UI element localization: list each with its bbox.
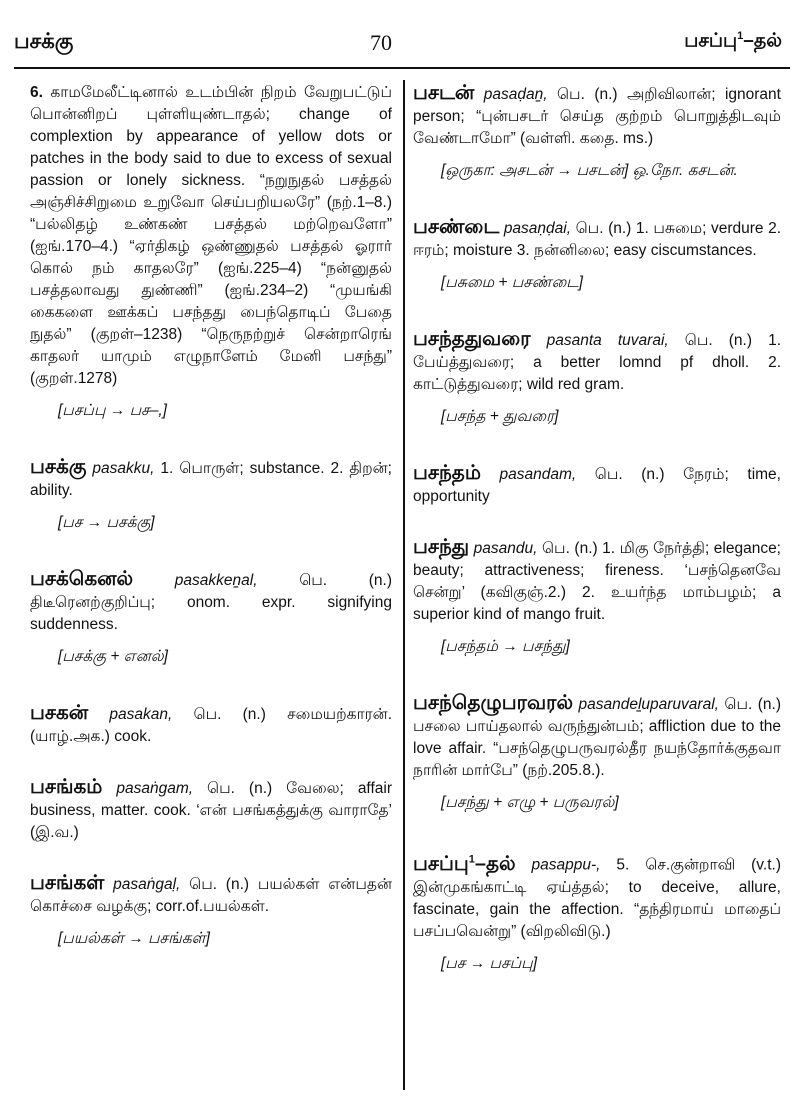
definition: பெ. (n.) பயல்கள் என்பதன் கொச்சை வழக்கு; corr.of.பயல்கள்.	[30, 876, 392, 915]
dictionary-entry	[413, 328, 781, 428]
definition: பெ. (n.) பசலை பாய்தலால் வருந்துன்பம்; affliction due to the love affair. “பசந்தெழுபருவரல்தீர நயந்தோர்க்குதவா நாரின் மார்பே” (நற்.205.8.).	[413, 696, 781, 779]
definition: பெ. (n.) சமையற்காரன். (யாழ்.அக.) cook.	[30, 706, 393, 745]
definition: 1. பொருள்; substance. 2. திறன்; ability.	[30, 460, 392, 499]
transliteration: pasaṅgaḷ,	[113, 876, 181, 893]
etymology: [பசப்பு → பச–,]	[58, 402, 167, 419]
transliteration: pasanta tuvarai,	[546, 332, 669, 349]
headword: பசந்தம்	[413, 462, 481, 484]
etymology: [பசக்கு + எனல்]	[58, 648, 168, 665]
transliteration: pasandu,	[473, 540, 538, 557]
sense-6-text: காமமேலீட்டினால் உடம்பின் நிறம் வேறுபட்டுப் பொன்னிறப் புள்ளியுண்டாதல்; change of complextion by appearance of yellow dots or patches in the body said to due to excess of sexual passion or lonely sickness. “நறுநுதல் பசத்தல் அஞ்சிச்சிறுமை உறுவோ செய்பறியலரே” (நற்.1–8.) “பல்லிதழ் உண்கண் பசத்தல் மற்றெவளோ” (ஐங்.170–4.) “ஏர்திகழ் ஒண்ணுதல் பசத்தல் ஓரார் கொல் நம் காதலரே” (ஐங்.225–4) “நன்னுதல் பசத்தலாவது துண்ணி” (ஐங்.234–2) “முயங்கி கைகளை ஊக்கப் பசந்தது பைந்தொடிப் பேதை நுதல்” (குறள்–1238) “நெருநற்றுச் சென்றாரெங் காதலர் யாமும் எழுநாளேம் மேனி பசந்து” (குறள்.1278)	[30, 84, 392, 387]
etymology: [ஒருகா: அசடன் → பசடன்] ஒ.நோ. கசடன்.	[441, 162, 738, 179]
transliteration: pasakan,	[109, 706, 173, 723]
headword: பசந்து	[413, 536, 470, 558]
headword: பசந்ததுவரை	[413, 328, 531, 350]
headword: பசகன்	[30, 702, 89, 724]
header-rule	[14, 67, 790, 69]
headword: பசக்கெனல்	[30, 568, 134, 590]
dictionary-entry	[413, 536, 781, 658]
transliteration: pasaḍaṉ,	[483, 86, 548, 103]
etymology: [பசுமை + பசண்டை]	[441, 274, 583, 291]
headword: பசப்பு$^1$–தல்	[413, 852, 516, 875]
dictionary-entry	[413, 82, 781, 182]
transliteration: pasaṇḍai,	[503, 220, 572, 237]
dictionary-entry	[30, 456, 392, 534]
headword: பசந்தெழுபரவரல்	[413, 692, 574, 714]
headword: பசங்கம்	[30, 776, 103, 798]
header-right-guide-word: பசப்பு$^1$–தல்	[684, 30, 782, 52]
dictionary-entry	[30, 568, 392, 668]
sense-6-continuation: 6. காமமேலீட்டினால் உடம்பின் நிறம் வேறுபட்டுப் பொன்னிறப் புள்ளியுண்டாதல்; change of complextion by appearance of yellow dots or patches in the body said to due to excess of sexual passion or lonely sickness. “நறுநுதல் பசத்தல் அஞ்சிச்சிறுமை உறுவோ செய்பறியலரே” (நற்.1–8.) “பல்லிதழ் உண்கண் பசத்தல் மற்றெவளோ” (ஐங்.170–4.) “ஏர்திகழ் ஒண்ணுதல் பசத்தல் ஓரார் கொல் நம் காதலரே” (ஐங்.225–4) “நன்னுதல் பசத்தலாவது துண்ணி” (ஐங்.234–2) “முயங்கி கைகளை ஊக்கப் பசந்தது பைந்தொடிப் பேதை நுதல்” (குறள்–1238) “நெருநற்றுச் சென்றாரெங் காதலர் யாமும் எழுநாளேம் மேனி பசந்து” (குறள்.1278) [பசப்பு → பச–,]	[30, 82, 392, 422]
etymology: [பயல்கள் → பசங்கள்]	[58, 930, 210, 947]
etymology: [பசந்த + துவரை]	[441, 408, 559, 425]
transliteration: pasakku,	[92, 460, 155, 477]
etymology: [பச → பசப்பு]	[441, 954, 538, 972]
headword: பசங்கள்	[30, 872, 105, 894]
etymology: [பச → பசக்கு]	[58, 514, 155, 531]
transliteration: pasakkeṉal,	[174, 572, 258, 589]
dictionary-entry	[30, 776, 392, 844]
definition: 5. செ.குன்றாவி (v.t.) இன்முகங்காட்டி ஏய்த்தல்; to deceive, allure, fascinate, gain the affection. “தந்திரமாய் மாதைப் பசப்பவென்று” (விறலிவிடு.)	[413, 856, 781, 940]
etymology: [பசந்து + எழு + பருவரல்]	[441, 794, 619, 811]
header-left-guide-word: பசக்கு	[14, 30, 74, 53]
dictionary-entry	[413, 216, 781, 294]
definition: பெ. (n.) திடீரெனற்குறிப்பு; onom. expr. signifying suddenness.	[30, 572, 393, 633]
dictionary-entry	[413, 848, 781, 975]
page-header	[0, 0, 800, 62]
definition: பெ. (n.) 1. பசுமை; verdure 2. ஈரம்; moisture 3. நன்னிலை; easy ciscumstances.	[413, 220, 782, 259]
transliteration: pasaṅgam,	[116, 780, 194, 797]
definition: பெ. (n.) 1. பேய்த்துவரை; a better lomnd pf dholl. 2. காட்டுத்துவரை; wild red gram.	[413, 332, 782, 393]
dictionary-entry	[413, 692, 781, 814]
dictionary-entry	[413, 462, 781, 508]
transliteration: pasappu-,	[531, 856, 601, 874]
headword: பசடன்	[413, 82, 475, 104]
headword: பசக்கு	[30, 456, 87, 478]
definition: பெ. (n.) அறிவிலான்; ignorant person; “புன்பசடர் செய்த குற்றம் பொறுத்திடவும் வேண்டாமோ” (வள்ளி. கதை. ms.)	[413, 86, 781, 147]
column-divider	[403, 80, 405, 1090]
right-column	[413, 82, 781, 979]
etymology: [பசந்தம் → பசந்து]	[441, 638, 570, 655]
left-column	[30, 82, 392, 954]
headword: பசண்டை	[413, 216, 500, 238]
page-number: 70	[370, 30, 392, 55]
definition: பெ. (n.) நேரம்; time, opportunity	[413, 466, 781, 505]
definition: பெ. (n.) 1. மிகு நேர்த்தி; elegance; beauty; attractiveness; fireness. ‘பசந்தெனவே சென்று’ (கவிகுஞ்.2.) 2. உயர்ந்த மாம்பழம்; a superior kind of mango fruit.	[413, 540, 781, 623]
dictionary-entry	[30, 702, 392, 748]
transliteration: pasandeḻuparuvaral,	[578, 696, 719, 713]
dictionary-entry	[30, 872, 392, 950]
definition: பெ. (n.) வேலை; affair business, matter. cook. ‘என் பசங்கத்துக்கு வாராதே’ (இ.வ.)	[30, 780, 392, 841]
transliteration: pasandam,	[499, 466, 577, 483]
